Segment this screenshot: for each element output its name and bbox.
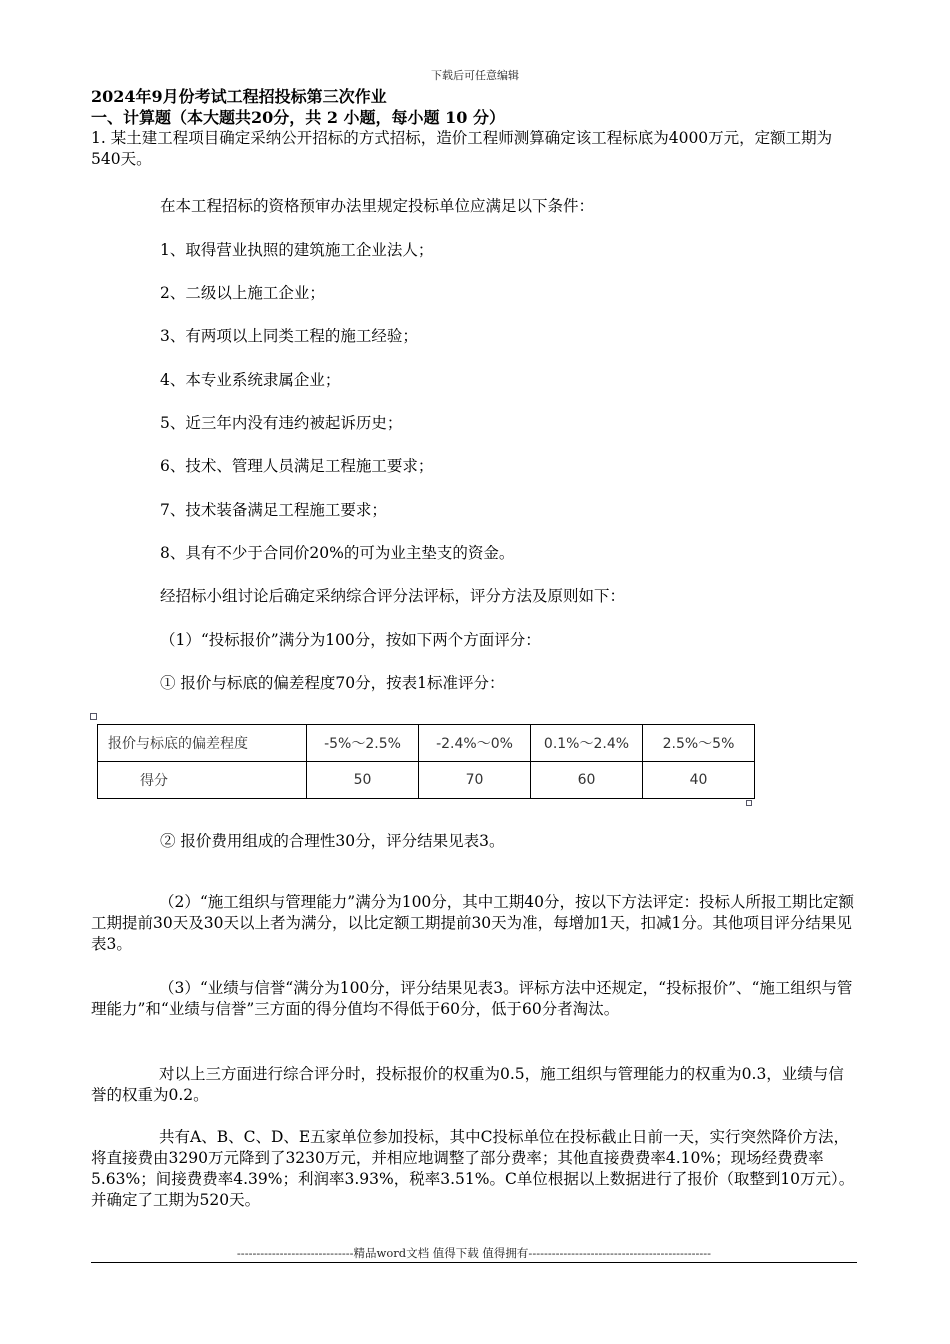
table-cell: -5%～2.5% bbox=[307, 725, 419, 762]
table-cell: 40 bbox=[643, 762, 755, 799]
table-cell: 50 bbox=[307, 762, 419, 799]
table-row bbox=[98, 725, 755, 762]
table-row-header: 报价与标底的偏差程度 bbox=[98, 725, 307, 762]
score-table bbox=[97, 724, 755, 799]
section-heading: 一、计算题（本大题共20分，共 2 小题，每小题 10 分） bbox=[91, 108, 505, 127]
table-cell: 70 bbox=[419, 762, 531, 799]
prequal-intro: 在本工程招标的资格预审办法里规定投标单位应满足以下条件： bbox=[160, 197, 595, 215]
table-row-header: 得分 bbox=[98, 762, 307, 799]
bidders-paragraph: 共有A、B、C、D、E五家单位参加投标，其中C投标单位在投标截止日前一天，实行突然降价方法，将直接费由3290万元降到了3230万元，并相应地调整了部分费率；其他直接费费率4.10%；现场经费费率5.63%；间接费费率4.39%；利润率3.93%，税率3.51%。C单位根据以上数据进行了报价（取整到10万元）。并确定了工期为520天。 bbox=[91, 1127, 855, 1209]
condition-6: 6、技术、管理人员满足工程施工要求； bbox=[160, 457, 434, 475]
table-cell: 0.1%～2.4% bbox=[531, 725, 643, 762]
method-intro: 经招标小组讨论后确定采纳综合评分法评标，评分方法及原则如下： bbox=[160, 587, 626, 605]
condition-2: 2、二级以上施工企业； bbox=[160, 284, 325, 302]
rule-1: （1）“投标报价”满分为100分，按如下两个方面评分： bbox=[160, 631, 541, 649]
weights-paragraph: 对以上三方面进行综合评分时，投标报价的权重为0.5，施工组织与管理能力的权重为0.3，业绩与信誉的权重为0.2。 bbox=[91, 1064, 844, 1104]
header-note: 下载后可任意编辑 bbox=[431, 69, 519, 82]
document-page bbox=[91, 86, 857, 1209]
condition-5: 5、近三年内没有违约被起诉历史； bbox=[160, 414, 403, 432]
document-title: 2024年9月份考试工程招投标第三次作业 bbox=[91, 87, 387, 106]
question-1-intro: 1. 某土建工程项目确定采纳公开招标的方式招标，造价工程师测算确定该工程标底为4000万元，定额工期为540天。 bbox=[91, 129, 833, 168]
table-move-handle[interactable] bbox=[90, 713, 97, 720]
table-cell: 60 bbox=[531, 762, 643, 799]
condition-7: 7、技术装备满足工程施工要求； bbox=[160, 501, 387, 519]
condition-3: 3、有两项以上同类工程的施工经验； bbox=[160, 327, 418, 345]
condition-4: 4、本专业系统隶属企业； bbox=[160, 371, 341, 389]
rule-1b: ② 报价费用组成的合理性30分，评分结果见表3。 bbox=[160, 832, 505, 850]
table-cell: 2.5%～5% bbox=[643, 725, 755, 762]
table-resize-handle[interactable] bbox=[746, 800, 752, 806]
condition-8: 8、具有不少于合同价20%的可为业主垫支的资金。 bbox=[160, 544, 515, 562]
rule-2: （2）“施工组织与管理能力”满分为100分，其中工期40分，按以下方法评定：投标人所报工期比定额工期提前30天及30天以上者为满分，以比定额工期提前30天为准，每增加1天，扣减1分。其他项目评分结果见表3。 bbox=[91, 892, 855, 953]
rule-3: （3）“业绩与信誉“满分为100分，评分结果见表3。评标方法中还规定，“投标报价”、“施工组织与管理能力”和“业绩与信誉”三方面的得分值均不得低于60分，低于60分者淘汰。 bbox=[91, 978, 853, 1018]
footer-text: ------------------------------精品word文档 值得下载 值得拥有----------------------------------------------- bbox=[236, 1246, 712, 1260]
rule-1a: ① 报价与标底的偏差程度70分，按表1标准评分： bbox=[160, 674, 505, 692]
condition-1: 1、取得营业执照的建筑施工企业法人； bbox=[160, 241, 434, 259]
table-cell: -2.4%～0% bbox=[419, 725, 531, 762]
table-row bbox=[98, 762, 755, 799]
footer-divider bbox=[91, 1262, 857, 1263]
